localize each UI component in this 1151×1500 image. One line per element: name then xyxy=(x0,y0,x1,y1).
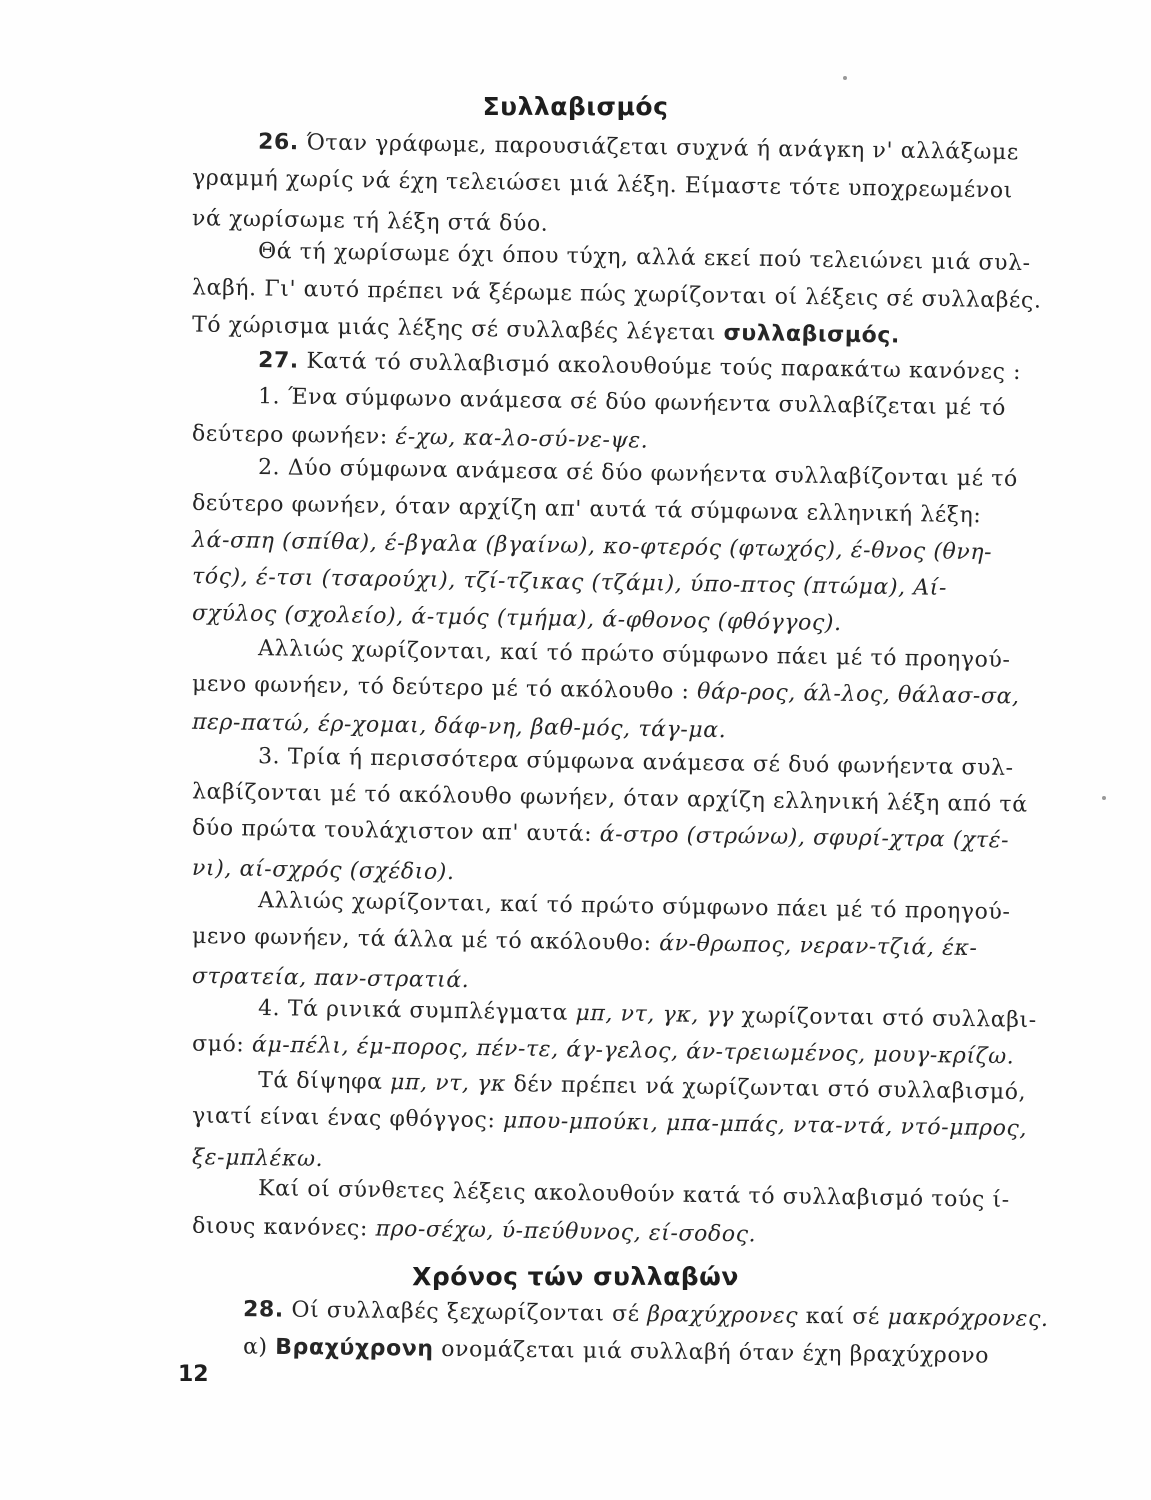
term-syllabification: συλλαβισμός. xyxy=(723,320,901,349)
rule-2-examples-line-2: τός), έ-τσι (τσαρούχι), τζί-τζικας (τζάμι), ύπο-πτος (πτώμα), Αί- xyxy=(191,564,948,601)
paragraph-26-line-2: γραμμή χωρίς νά έχη τελειώσει μιά λέξη. Είμαστε τότε υποχρεωμένοι xyxy=(191,165,1014,204)
rule-4-line-1 xyxy=(258,994,1037,1036)
text: Κατά τό συλλαβισμό ακολουθούμε τούς παρακάτω κανόνες : xyxy=(298,348,1022,385)
example: άμ-πέλι, έμ-πορος, πέν-τε, άγ-γελος, άν-τρειωμένος, μουγ-κρίζω. xyxy=(251,1032,1015,1070)
text: μενο φωνήεν, τά άλλα μέ τό ακόλουθο: xyxy=(191,923,660,957)
section-heading-syllabification: Συλλαβισμός xyxy=(482,92,669,121)
text: Οί συλλαβές ξεχωρίζονται σέ xyxy=(283,1297,648,1328)
text: 4. Τά ρινικά συμπλέγματα xyxy=(257,995,576,1026)
example: μπ, ντ, γκ xyxy=(389,1070,507,1097)
rule-2-examples-line-3: σχύλος (σχολείο), ά-τμός (τμήμα), ά-φθονος (φθόγγος). xyxy=(191,600,842,637)
paragraph-26-line-3: νά χωρίσωμε τή λέξη στά δύο. xyxy=(191,206,549,237)
text: χωρίζονται στό συλλαβι- xyxy=(733,1003,1037,1034)
text: δεύτερο φωνήεν: xyxy=(191,421,396,450)
rule-3-line-3 xyxy=(192,814,1010,857)
page-number: 12 xyxy=(178,1362,209,1387)
text: Τά δίψηφα xyxy=(257,1067,391,1096)
text: α) xyxy=(242,1334,276,1360)
rule-4-digraphs-line-1 xyxy=(258,1066,1027,1108)
example: μπ, ντ, γκ, γγ xyxy=(575,1000,735,1029)
term-short: βραχύχρονες xyxy=(647,1302,799,1329)
rule-2-line-1: 2. Δύο σύμφωνα ανάμεσα σέ δύο φωνήεντα συλλαβίζονται μέ τό xyxy=(257,455,1019,492)
rule-1-line-2 xyxy=(192,419,649,456)
compound-words-line-1: Καί οί σύνθετες λέξεις ακολουθούν κατά τό συλλαβισμό τούς ί- xyxy=(257,1176,1010,1213)
scan-speck xyxy=(843,76,847,80)
paragraph-28-line-1 xyxy=(243,1295,1049,1335)
paragraph-number-26: 26. xyxy=(257,129,299,156)
example: ά-στρο (στρώνω), σφυρί-χτρα (χτέ- xyxy=(599,821,1010,854)
text: δέν πρέπει νά χωρίζωνται στό συλλαβισμό, xyxy=(505,1071,1027,1106)
term-long: μακρόχρονες. xyxy=(887,1304,1049,1332)
rule-2-else-line-1: Αλλιώς χωρίζονται, καί τό πρώτο σύμφωνο πάει μέ τό προηγού- xyxy=(257,636,1011,673)
paragraph-number-27: 27. xyxy=(257,348,300,374)
paragraph-26-line-4: Θά τή χωρίσωμε όχι όπου τύχη, αλλά εκεί πού τελειώνει μιά συλ- xyxy=(257,238,1031,277)
text: Όταν γράφωμε, παρουσιάζεται συχνά ή ανάγκη ν' αλλάξωμε xyxy=(298,130,1020,166)
section-heading-syllable-length: Χρόνος τών συλλαβών xyxy=(412,1262,739,1291)
text: Τό χώρισμα μιάς λέξης σέ συλλαβές λέγεται xyxy=(191,312,724,346)
rule-3-else-line-3: στρατεία, παν-στρατιά. xyxy=(191,963,470,994)
text: δύο πρώτα τουλάχιστον απ' αυτά: xyxy=(191,815,600,847)
paragraph-27-line-1 xyxy=(258,346,1022,388)
rule-2-line-2: δεύτερο φωνήεν, όταν αρχίζη απ' αυτά τά σύμφωνα ελληνική λέξη: xyxy=(191,490,982,529)
rule-2-examples-line-1: λά-σπη (σπίθα), έ-βγαλα (βγαίνω), κο-φτερός (φτωχός), έ-θνος (θνη- xyxy=(191,527,993,566)
paragraph-number-28: 28. xyxy=(242,1297,284,1323)
term-short-syllable: Βραχύχρονη xyxy=(275,1334,434,1362)
paragraph-26-line-5: λαβή. Γι' αυτό πρέπει νά ξέρωμε πώς χωρίζονται οί λέξεις σέ συλλαβές. xyxy=(191,275,1042,314)
rule-4-digraphs-line-3: ξε-μπλέκω. xyxy=(191,1144,324,1173)
example: προ-σέχω, ύ-πεύθυνος, εί-σοδος. xyxy=(375,1216,757,1248)
compound-words-line-2 xyxy=(192,1212,757,1251)
rule-2-else-line-3: περ-πατώ, έρ-χομαι, δάφ-νη, βαθ-μός, τάγ-μα. xyxy=(191,709,727,744)
scan-speck xyxy=(1102,796,1106,800)
text: καί σέ xyxy=(798,1303,888,1330)
paragraph-26-line-6 xyxy=(192,310,900,351)
rule-3-else-line-1: Αλλιώς χωρίζονται, καί τό πρώτο σύμφωνο πάει μέ τό προηγού- xyxy=(257,888,1011,925)
text: διους κανόνες: xyxy=(191,1213,376,1242)
text: ονομάζεται μιά συλλαβή όταν έχη βραχύχρονο xyxy=(433,1336,990,1369)
example: έ-χω, κα-λο-σύ-νε-ψε. xyxy=(395,424,649,454)
rule-3-line-1: 3. Τρία ή περισσότερα σύμφωνα ανάμεσα σέ δυό φωνήεντα συλ- xyxy=(257,744,1014,781)
text: μενο φωνήεν, τό δεύτερο μέ τό ακόλουθο : xyxy=(191,671,698,705)
paragraph-28-line-2 xyxy=(243,1332,989,1371)
rule-3-line-4: νι), αί-σχρός (σχέδιο). xyxy=(191,855,455,886)
rule-2-else-line-2 xyxy=(192,670,1020,713)
rule-3-else-line-2 xyxy=(192,922,978,964)
example: μπου-μπούκι, μπα-μπάς, ντα-ντά, ντό-μπρος, xyxy=(502,1108,1028,1142)
example: θάρ-ρος, άλ-λος, θάλασ-σα, xyxy=(696,679,1020,710)
example: άν-θρωπος, νεραν-τζιά, έκ- xyxy=(658,931,978,962)
text: σμό: xyxy=(191,1031,253,1058)
rule-3-line-2: λαβίζονται μέ τό ακόλουθο φωνήεν, όταν αρχίζη ελληνική λέξη από τά xyxy=(191,779,1028,818)
rule-1-line-1: 1. Ένα σύμφωνο ανάμεσα σέ δύο φωνήεντα συλλαβίζεται μέ τό xyxy=(257,384,1007,421)
text: γιατί είναι ένας φθόγγος: xyxy=(191,1103,504,1134)
rule-4-digraphs-line-2 xyxy=(192,1101,1027,1144)
paragraph-26-line-1 xyxy=(258,128,1019,169)
